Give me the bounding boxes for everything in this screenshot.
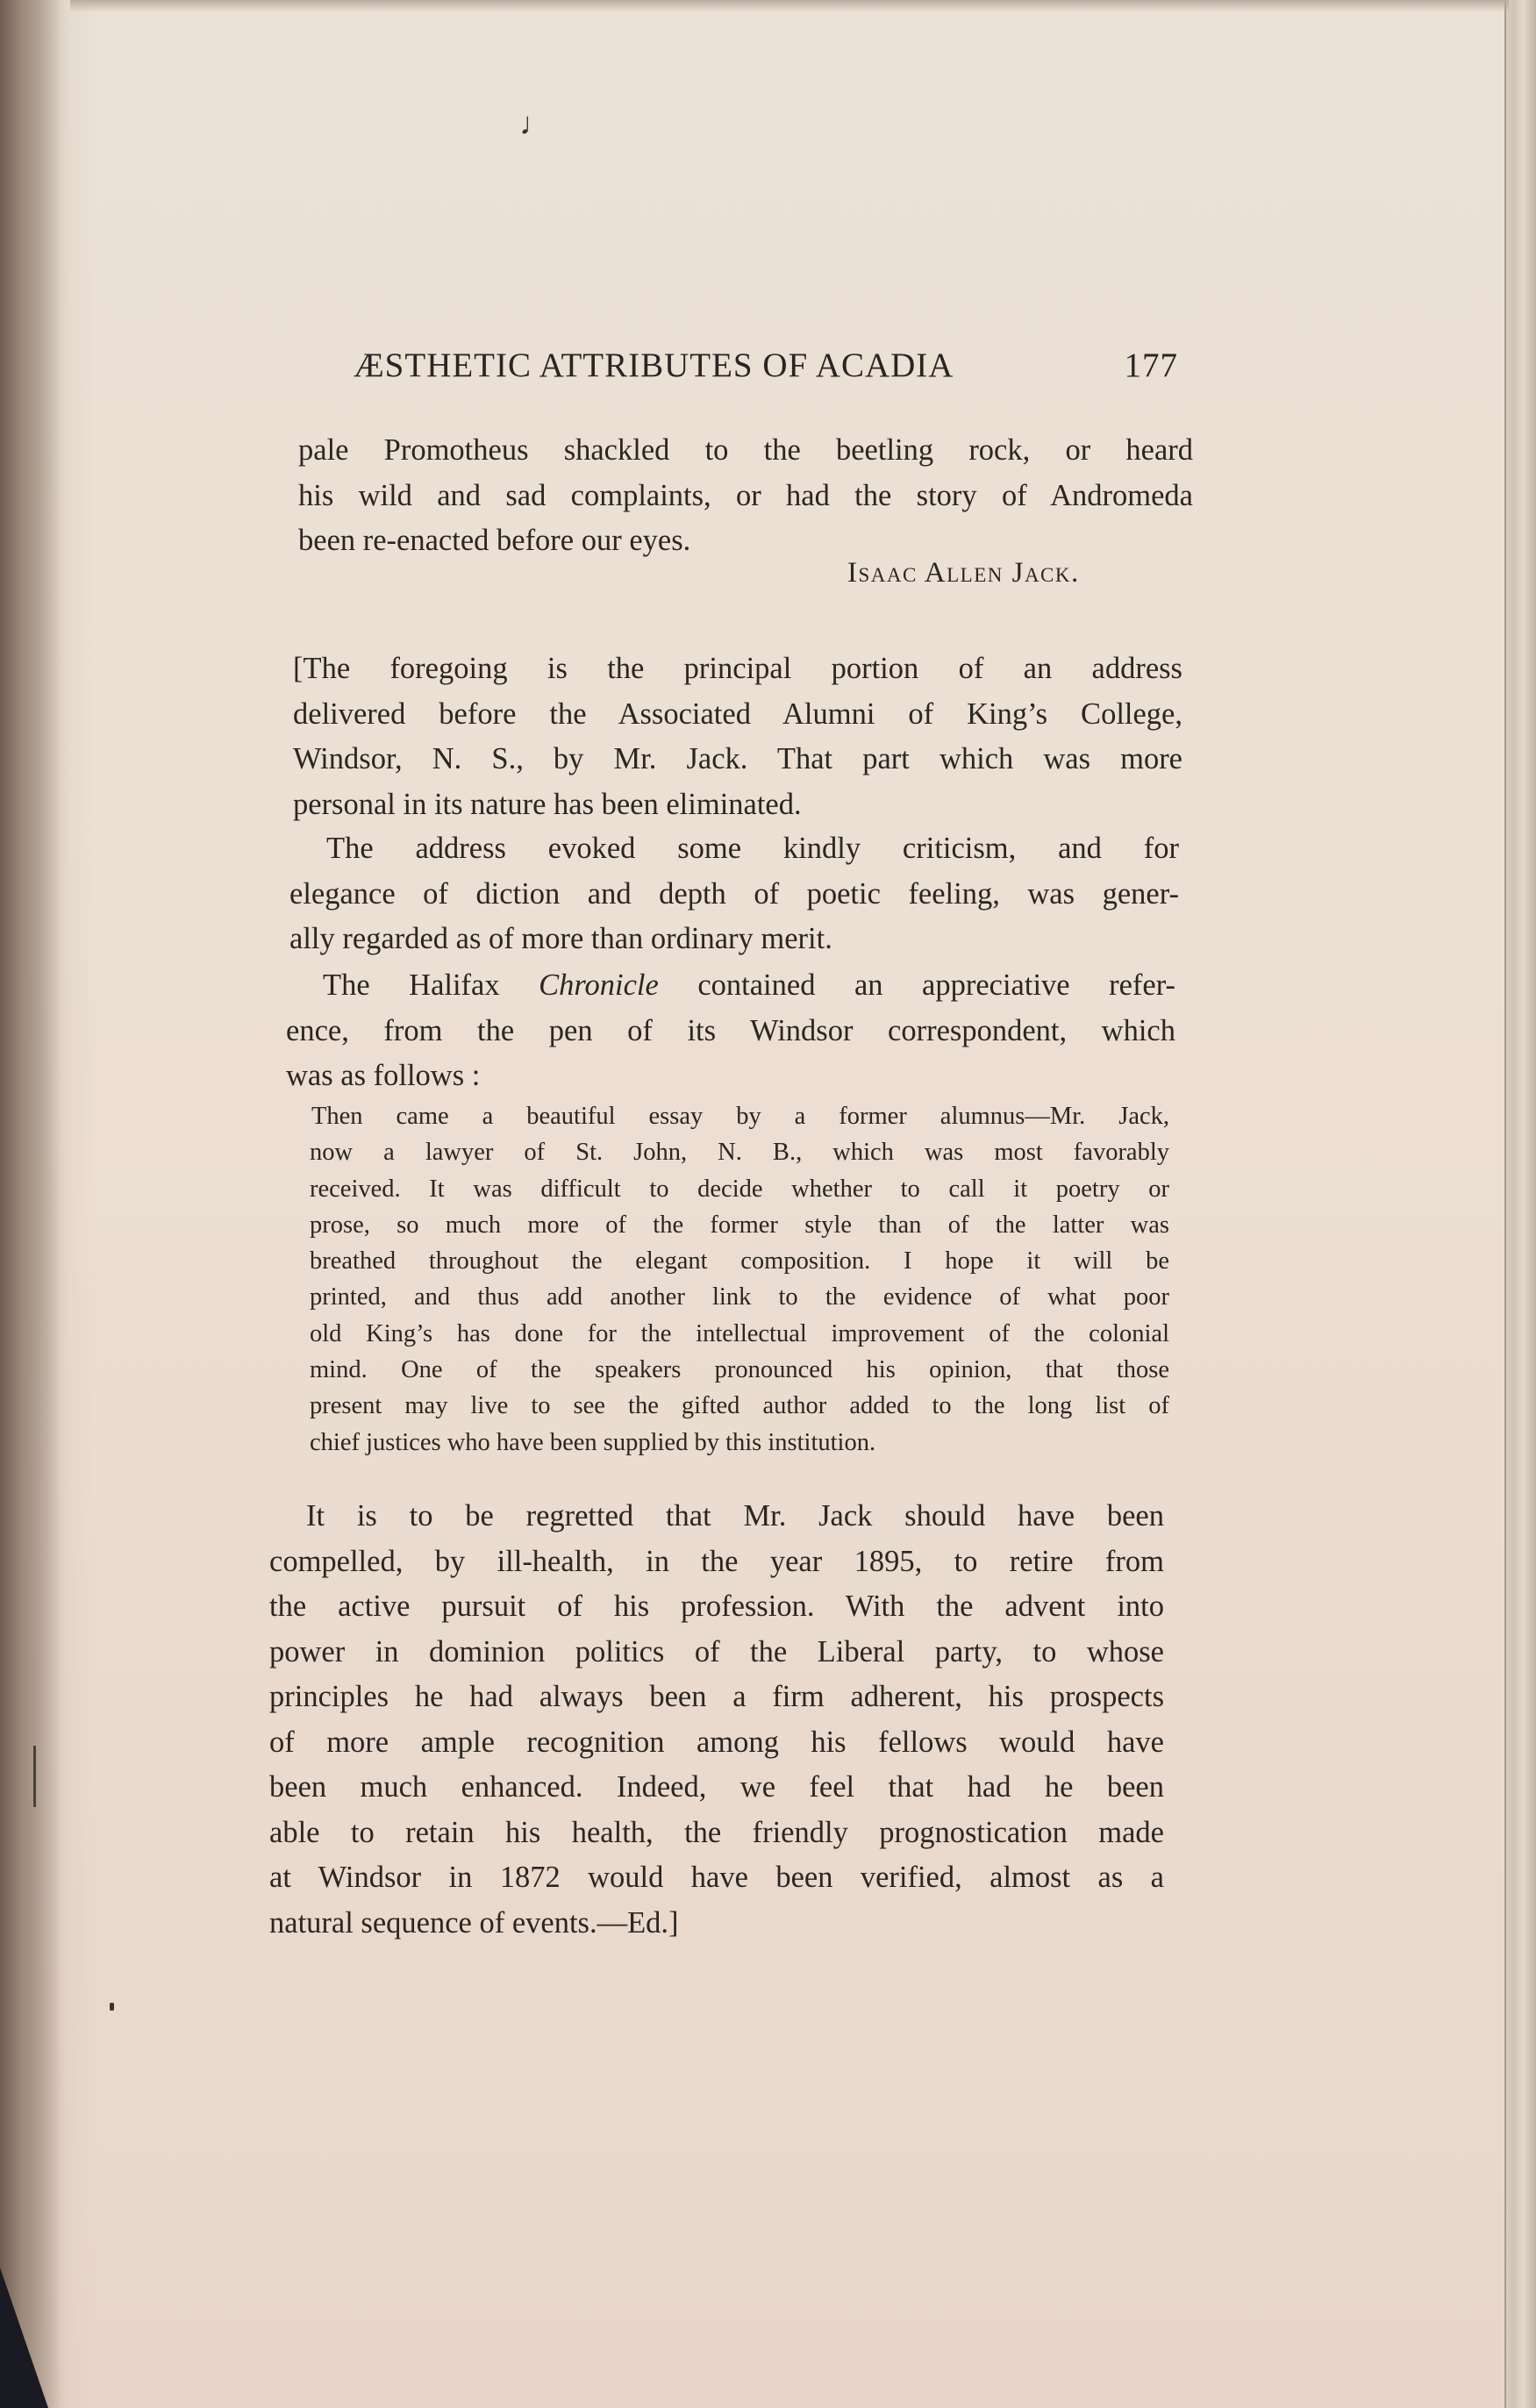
text-line: was as follows : [286,1059,481,1092]
text-line: ally regarded as of more than ordinary merit. [289,922,832,955]
gutter-mark [33,1746,36,1807]
ink-speck [110,2003,114,2011]
text-line: It is to be regretted that Mr. Jack should have been [306,1499,1164,1533]
text-line: personal in its nature has been eliminated. [293,787,802,821]
text-line: delivered before the Associated Alumni of King’s College, [293,697,1182,731]
page-edge-line [1504,0,1506,2408]
text-line [286,963,1175,1009]
quote-line: chief justices who have been supplied by this institution. [310,1428,876,1456]
quote-line: printed, and thus add another link to the evidence of what poor [310,1283,1169,1311]
page-number: 177 [1124,347,1178,384]
text-line: compelled, by ill-health, in the year 1895, to retire from [269,1544,1164,1578]
text-line: his wild and sad complaints, or had the story of Andromeda [298,478,1193,512]
text-line: the active pursuit of his profession. With the advent into [269,1590,1164,1623]
quote-line: mind. One of the speakers pronounced his opinion, that those [310,1356,1169,1384]
text-line: natural sequence of events.—Ed.] [269,1905,679,1940]
text-line: pale Promotheus shackled to the beetling rock, or heard [298,433,1193,467]
editor-paragraph-1 [293,647,1182,827]
text-line: been re-enacted before our eyes. [298,524,691,557]
editor-paragraph-3 [286,963,1175,1099]
quoted-block [310,1098,1169,1461]
text-line: been much enhanced. Indeed, we feel that had he been [269,1770,1164,1804]
text-line: The address evoked some kindly criticism, and for [326,832,1179,865]
quote-line: breathed throughout the elegant composition. I hope it will be [310,1247,1169,1275]
newspaper-title: Chronicle [539,968,659,1002]
page-edge [1504,0,1536,2408]
quote-line: old King’s has done for the intellectual improvement of the colonial [310,1319,1169,1347]
quote-line: now a lawyer of St. John, N. B., which was most favorably [310,1139,1169,1167]
text-line: elegance of diction and depth of poetic feeling, was gener- [289,876,1179,911]
quote-line: prose, so much more of the former style than of the latter was [310,1211,1169,1239]
quote-line: present may live to see the gifted author added to the long list of [310,1392,1169,1420]
top-edge-shadow [70,0,1509,12]
editor-paragraph-2 [289,826,1179,962]
opening-paragraph [298,428,1193,564]
spine-shadow [0,0,61,2408]
text-line: power in dominion politics of the Liberal party, to whose [269,1634,1164,1668]
running-header [354,346,1178,389]
text-line: [The foregoing is the principal portion of an address [293,652,1182,685]
editor-paragraph-4 [269,1494,1164,1946]
text-line: principles he had always been a firm adherent, his prospects [269,1680,1164,1713]
spine-corner [0,2268,48,2408]
pencil-mark: ♩ [519,106,551,141]
text-line: ence, from the pen of its Windsor correspondent, which [286,1013,1175,1047]
text-segment: contained an appreciative refer- [658,968,1175,1002]
quote-line: received. It was difficult to decide whether to call it poetry or [310,1175,1169,1203]
running-title: ÆSTHETIC ATTRIBUTES OF ACADIA [354,347,954,384]
quote-line: Then came a beautiful essay by a former alumnus—Mr. Jack, [311,1103,1169,1130]
text-line: of more ample recognition among his fellows would have [269,1725,1164,1759]
text-segment: The Halifax [323,968,539,1002]
text-line: at Windsor in 1872 would have been verified, almost as a [269,1861,1164,1894]
text-line: Windsor, N. S., by Mr. Jack. That part which was more [293,742,1182,775]
text-line: able to retain his health, the friendly prognostication made [269,1815,1164,1849]
author-signature: Isaac Allen Jack. [847,557,1080,589]
